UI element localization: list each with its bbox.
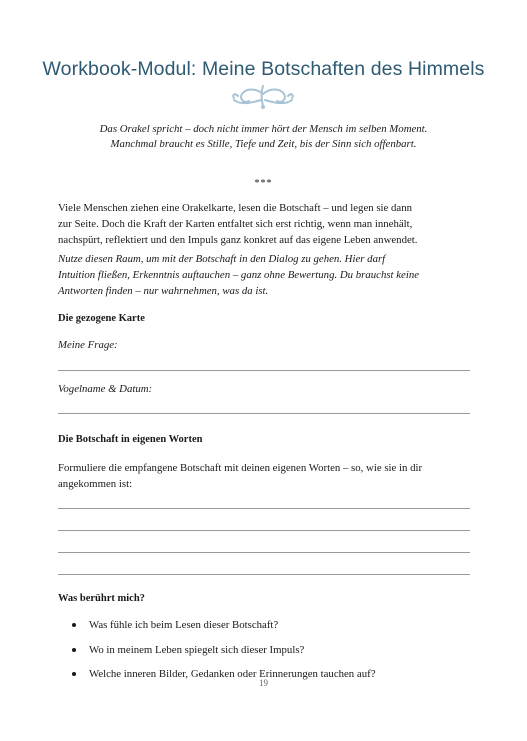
list-item: Wo in meinem Leben spiegelt sich dieser Impuls? [72,643,376,668]
paragraph-2-line-1: Nutze diesen Raum, um mit der Botschaft in den Dialog zu gehen. Hier darf [58,253,386,265]
paragraph-1-line-1: Viele Menschen ziehen eine Orakelkarte, lesen die Botschaft – und legen sie dann [58,202,413,214]
intro-line-2: Manchmal braucht es Stille, Tiefe und Zeit, bis der Sinn sich offenbart. [110,138,417,150]
heading-drawn-card: Die gezogene Karte [58,313,145,324]
instruction-line-1: Formuliere die empfangene Botschaft mit deinen eigenen Worten – so, wie sie in dir [58,462,423,474]
writing-line-4[interactable] [58,574,470,575]
writing-line-2[interactable] [58,530,470,531]
heading-what-touches-me: Was berührt mich? [58,593,145,604]
bullet-icon [72,648,76,652]
list-item: Welche inneren Bilder, Gedanken oder Erinnerungen tauchen auf? [72,667,376,692]
bullet-icon [72,672,76,676]
floral-ornament-icon [228,84,298,110]
writing-line-3[interactable] [58,552,470,553]
page-number: 19 [259,678,268,688]
name-date-writing-line[interactable] [58,413,470,414]
name-date-label: Vogelname & Datum: [58,383,153,395]
paragraph-1-line-2: zur Seite. Doch die Kraft der Karten entfaltet sich erst richtig, wenn man innehält, [58,218,413,230]
page-title: Workbook-Modul: Meine Botschaften des Himmels [42,58,485,80]
paragraph-2-line-3: Antworten finden – nur wahrnehmen, was da ist. [58,285,269,297]
paragraph-2-line-2: Intuition fließen, Erkenntnis auftauchen – ganz ohne Bewertung. Du brauchst keine [58,269,420,281]
heading-message-own-words: Die Botschaft in eigenen Worten [58,434,203,445]
instruction-line-2: angekommen ist: [58,478,133,490]
paragraph-1-line-3: nachspürt, reflektiert und den Impuls ganz konkret auf das eigene Leben anwendet. [58,234,418,246]
intro-line-1: Das Orakel spricht – doch nicht immer hört der Mensch im selben Moment. [99,123,428,135]
question-label: Meine Frage: [58,339,118,351]
bullet-icon [72,623,76,627]
question-writing-line[interactable] [58,370,470,371]
writing-line-1[interactable] [58,508,470,509]
section-separator: *** [254,178,273,189]
list-item: Was fühle ich beim Lesen dieser Botschaft? [72,618,376,643]
